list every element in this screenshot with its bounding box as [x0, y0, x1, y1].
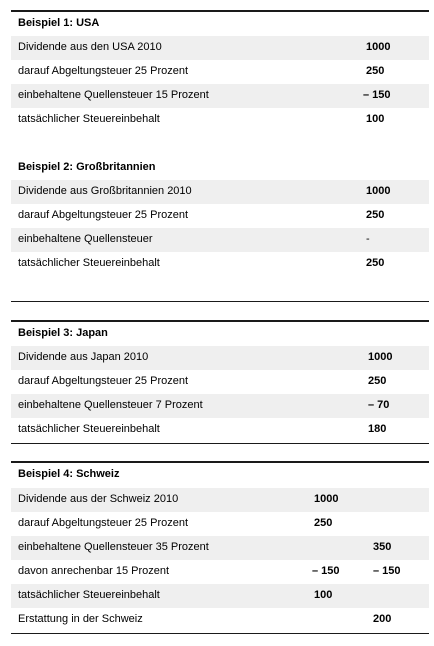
table-row — [11, 346, 429, 370]
row-label: einbehaltene Quellensteuer 15 Prozent — [18, 89, 209, 101]
row-label: Dividende aus der Schweiz 2010 — [18, 493, 179, 505]
row-label: darauf Abgeltungsteuer 25 Prozent — [18, 65, 189, 77]
row-label: tatsächlicher Steuereinbehalt — [18, 257, 160, 269]
table-3-title: Beispiel 3: Japan — [18, 327, 108, 339]
table-row — [11, 488, 429, 512]
table-4-bottom-rule — [11, 633, 429, 634]
table-4-title-row — [11, 463, 429, 487]
row-label: davon anrechenbar 15 Prozent — [18, 565, 170, 577]
table-row — [11, 394, 429, 418]
row-label: Erstattung in der Schweiz — [18, 613, 143, 625]
row-value: 250 — [366, 257, 385, 269]
row-value-col2: 200 — [373, 613, 392, 625]
row-value: 250 — [366, 65, 385, 77]
row-value: 1000 — [368, 351, 393, 363]
row-value-col2: – 150 — [373, 565, 401, 577]
row-label: einbehaltene Quellensteuer — [18, 233, 153, 245]
row-value-col1: 100 — [314, 589, 333, 601]
row-value-col1: 1000 — [314, 493, 339, 505]
table-row — [11, 512, 429, 536]
table-row — [11, 84, 429, 108]
table-4-title: Beispiel 4: Schweiz — [18, 468, 120, 480]
table-row — [11, 180, 429, 204]
table-row — [11, 608, 429, 632]
row-label: Dividende aus den USA 2010 — [18, 41, 162, 53]
table-1-title: Beispiel 1: USA — [18, 17, 100, 29]
table-2-title-row — [11, 156, 429, 180]
row-label: einbehaltene Quellensteuer 35 Prozent — [18, 541, 209, 553]
row-value: 100 — [366, 113, 385, 125]
row-label: tatsächlicher Steuereinbehalt — [18, 113, 160, 125]
row-value: 180 — [368, 423, 387, 435]
table-row — [11, 36, 429, 60]
row-label: darauf Abgeltungsteuer 25 Prozent — [18, 375, 189, 387]
row-value: – 70 — [368, 399, 390, 411]
row-value-col1: – 150 — [312, 565, 340, 577]
row-value: – 150 — [363, 89, 391, 101]
table-row — [11, 418, 429, 442]
table-row — [11, 228, 429, 252]
row-label: Dividende aus Großbritannien 2010 — [18, 185, 192, 197]
row-value: 250 — [366, 209, 385, 221]
table-row — [11, 204, 429, 228]
table-row — [11, 584, 429, 608]
table-2-bottom-rule — [11, 301, 429, 302]
table-3-bottom-rule — [11, 443, 429, 444]
row-label: tatsächlicher Steuereinbehalt — [18, 589, 160, 601]
row-label: tatsächlicher Steuereinbehalt — [18, 423, 160, 435]
table-row — [11, 560, 429, 584]
table-row — [11, 370, 429, 394]
table-row — [11, 60, 429, 84]
row-label: darauf Abgeltungsteuer 25 Prozent — [18, 209, 189, 221]
row-label: Dividende aus Japan 2010 — [18, 351, 149, 363]
table-1-title-row — [11, 12, 429, 36]
row-value-col2: 350 — [373, 541, 392, 553]
row-label: darauf Abgeltungsteuer 25 Prozent — [18, 517, 189, 529]
table-row — [11, 536, 429, 560]
table-row — [11, 252, 429, 276]
table-3-title-row — [11, 322, 429, 346]
table-row — [11, 108, 429, 132]
row-label: einbehaltene Quellensteuer 7 Prozent — [18, 399, 203, 411]
row-value: - — [366, 233, 370, 245]
row-value: 250 — [368, 375, 387, 387]
row-value-col1: 250 — [314, 517, 333, 529]
row-value: 1000 — [366, 185, 391, 197]
table-2-title: Beispiel 2: Großbritannien — [18, 161, 156, 173]
row-value: 1000 — [366, 41, 391, 53]
